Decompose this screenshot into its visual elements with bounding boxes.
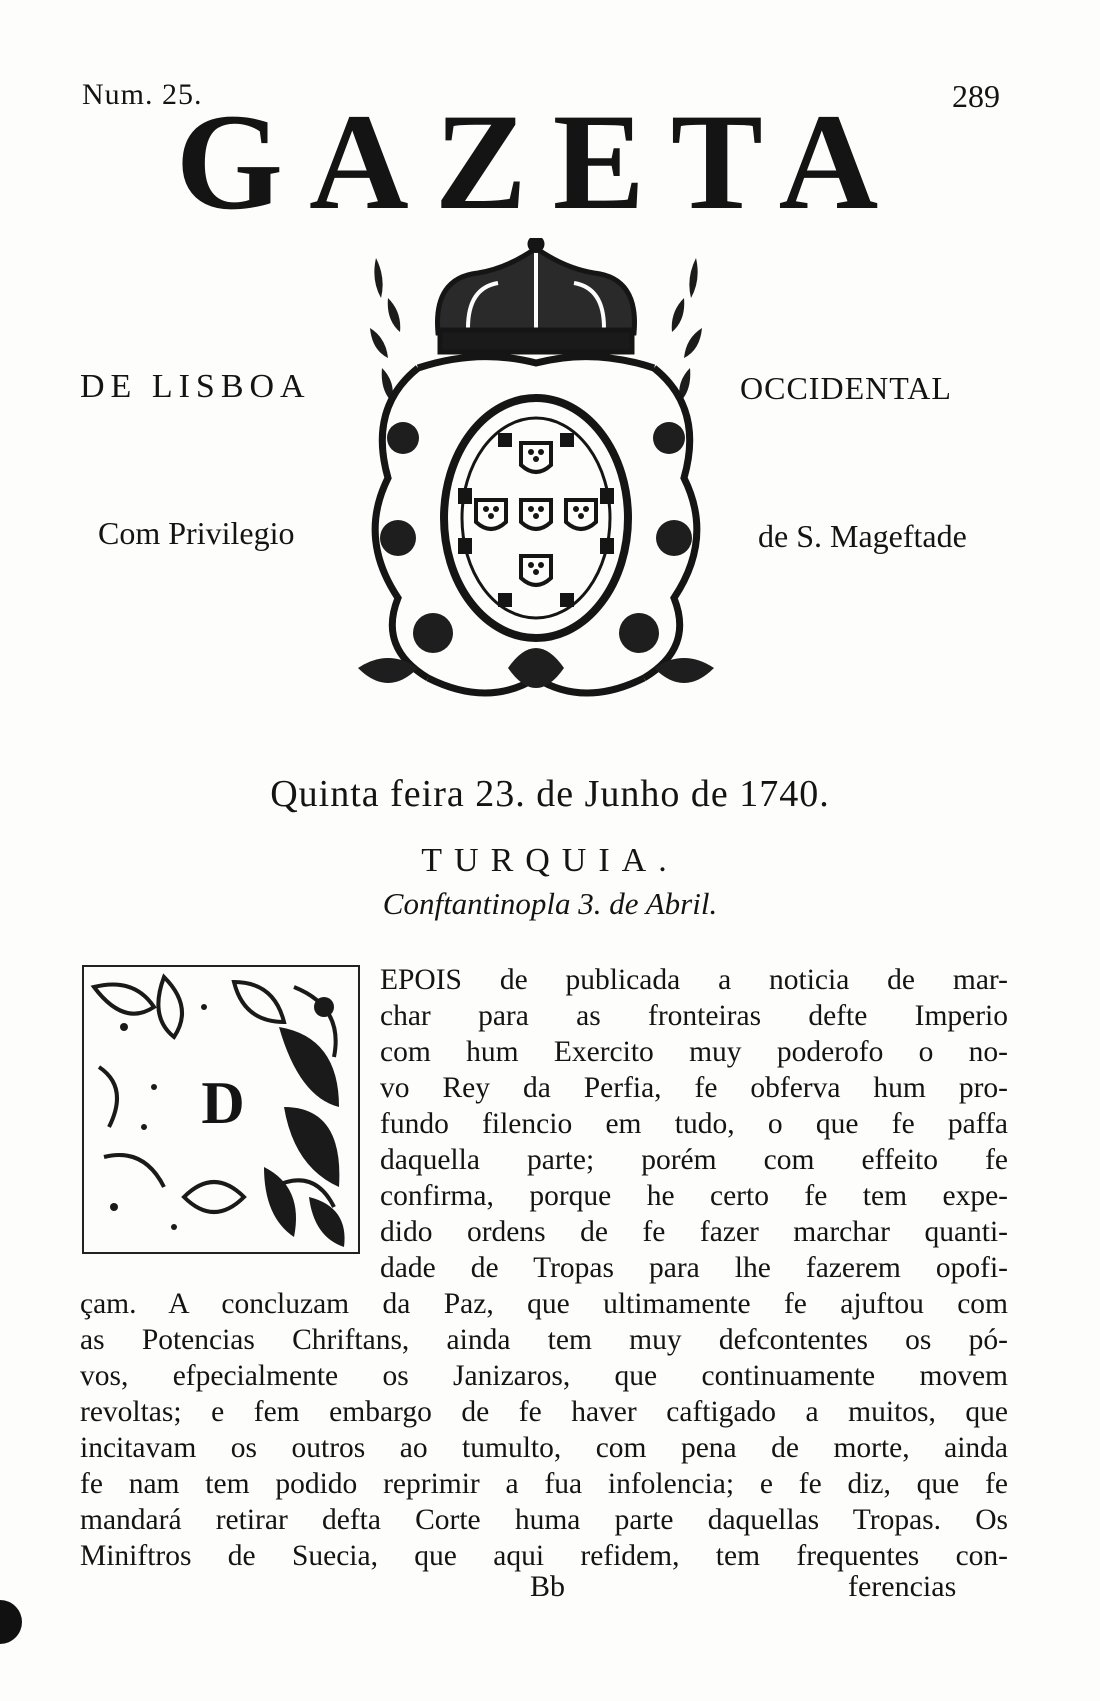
masthead-left-line1: DE LISBOA [80, 368, 311, 405]
article-line: as Potencias Chriftans, ainda tem muy defcontentes os pó- [80, 1324, 1008, 1356]
issue-number: Num. 25. [82, 78, 203, 111]
masthead-right-line1: OCCIDENTAL [740, 370, 952, 406]
printer-signature-mark: Bb [530, 1570, 566, 1603]
page-number: 289 [952, 78, 1000, 114]
article-line: vos, efpecialmente os Janizaros, que continuamente movem [80, 1360, 1008, 1392]
article-line: fe nam tem podido reprimir a fua infolencia; e fe diz, que fe [80, 1468, 1008, 1500]
article-line: vo Rey da Perfia, fe obferva hum pro- [380, 1072, 1008, 1104]
article-line: revoltas; e fem embargo de fe haver caftigado a muitos, que [80, 1396, 1008, 1428]
ink-blot [0, 1600, 22, 1644]
issue-dateline: Quinta feira 23. de Junho de 1740. [270, 773, 830, 815]
article-line: incitavam os outros ao tumulto, com pena de morte, ainda [80, 1432, 1008, 1464]
article-line: fundo filencio em tudo, o que fe paffa [380, 1108, 1008, 1140]
article-line: EPOIS de publicada a noticia de mar- [380, 964, 1008, 996]
article-line: confirma, porque he certo fe tem expe- [380, 1180, 1008, 1212]
article-line: char para as fronteiras defte Imperio [380, 1000, 1008, 1032]
article-line: com hum Exercito muy poderofo o no- [380, 1036, 1008, 1068]
article-line: Miniftros de Suecia, que aqui refidem, tem frequentes con- [80, 1540, 1008, 1572]
article-line: dade de Tropas para lhe fazerem opofi- [380, 1252, 1008, 1284]
article-line: daquella parte; porém com effeito fe [380, 1144, 1008, 1176]
royal-coat-of-arms-icon [348, 238, 724, 736]
drop-cap: D [184, 1063, 262, 1141]
section-heading: TURQUIA. [421, 842, 679, 879]
masthead-left-line2: Com Privilegio [98, 515, 295, 551]
article-line: dido ordens de fe fazer marchar quanti- [380, 1216, 1008, 1248]
article-line: mandará retirar defta Corte huma parte daquellas Tropas. Os [80, 1504, 1008, 1536]
article-line: çam. A concluzam da Paz, que ultimamente fe ajuftou com [80, 1288, 1008, 1320]
masthead-right-line2: de S. Mageftade [758, 518, 967, 554]
dateline-place: Conftantinopla 3. de Abril. [382, 886, 718, 921]
ornamental-initial [82, 965, 360, 1254]
masthead-title: GAZETA [175, 85, 905, 238]
catchword: ferencias [848, 1570, 957, 1603]
